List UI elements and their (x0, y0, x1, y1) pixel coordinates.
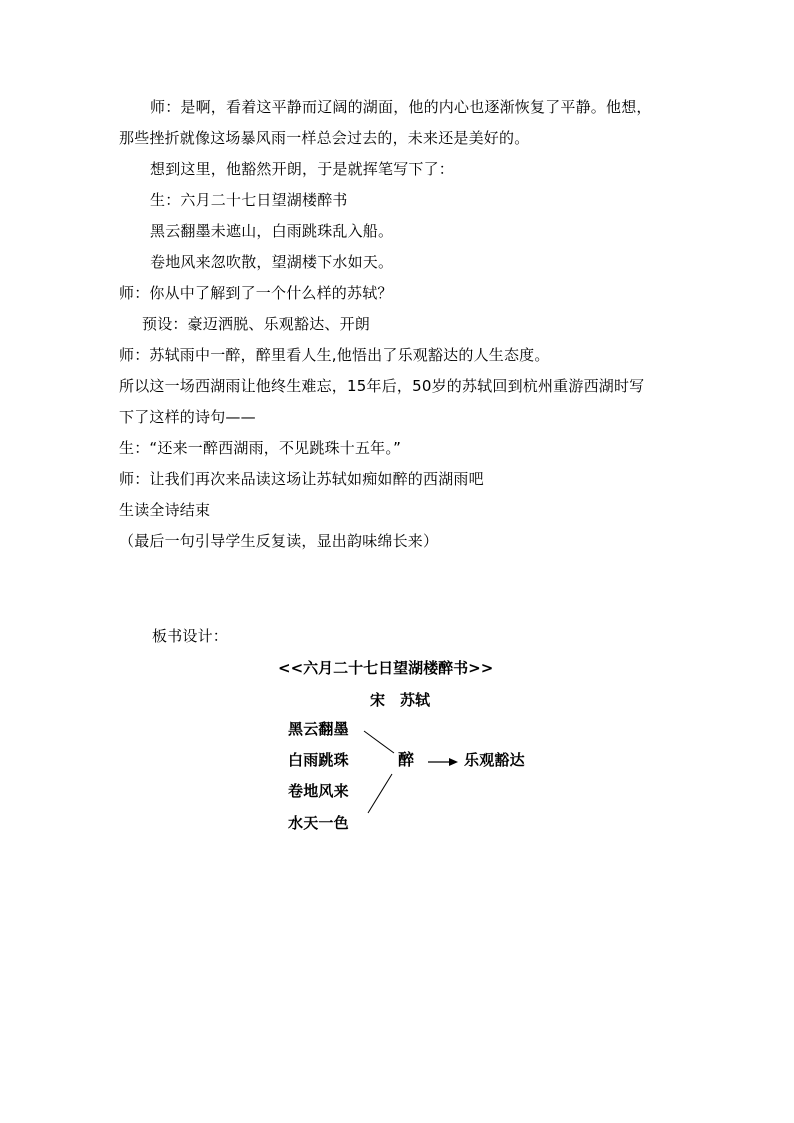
arrow-head-icon (449, 758, 458, 766)
text-line: 想到这里，他豁然开朗，于是就挥笔写下了： (150, 160, 455, 178)
board-image-item: 黑云翻墨 (288, 720, 349, 738)
board-heading: 板书设计： (152, 627, 229, 645)
text-line: 所以这一场西湖雨让他终生难忘，15年后，50岁的苏轼回到杭州重游西湖时写 (119, 377, 645, 395)
connector-line-upper (364, 731, 394, 753)
poem-line: 黑云翻墨未遮山，白雨跳珠乱入船。 (150, 222, 394, 240)
text-line: 下了这样的诗句—— (119, 408, 256, 426)
text-line: 那些挫折就像这场暴风雨一样总会过去的，未来还是美好的。 (119, 129, 530, 147)
connector-line-lower (368, 774, 392, 813)
board-center-word: 醉 (398, 750, 415, 769)
text-line: 师：是啊，看着这平静而辽阔的湖面，他的内心也逐渐恢复了平静。他想， (150, 98, 652, 116)
board-image-item: 白雨跳珠 (288, 751, 349, 769)
text-line: （最后一句引导学生反复读，显出韵味绵长来） (119, 532, 439, 550)
board-result: 乐观豁达 (464, 751, 525, 769)
text-line: 师：让我们再次来品读这场让苏轼如痴如醉的西湖雨吧 (119, 470, 484, 488)
poem-line: 卷地风来忽吹散，望湖楼下水如天。 (150, 253, 394, 271)
board-author: 宋 苏轼 (370, 691, 431, 709)
board-image-item: 卷地风来 (288, 782, 349, 800)
text-line: 师：你从中了解到了一个什么样的苏轼？ (119, 284, 393, 302)
text-line: 师：苏轼雨中一醉，醉里看人生,他悟出了乐观豁达的人生态度。 (119, 346, 550, 364)
board-image-item: 水天一色 (288, 814, 349, 832)
text-line: 生：六月二十七日望湖楼醉书 (150, 191, 348, 209)
text-line: 预设：豪迈洒脱、乐观豁达、开朗 (142, 315, 371, 333)
text-line: 生读全诗结束 (119, 501, 211, 519)
text-line: 生：“还来一醉西湖雨，不见跳珠十五年。” (119, 439, 402, 457)
board-title: <<六月二十七日望湖楼醉书>> (278, 659, 494, 677)
